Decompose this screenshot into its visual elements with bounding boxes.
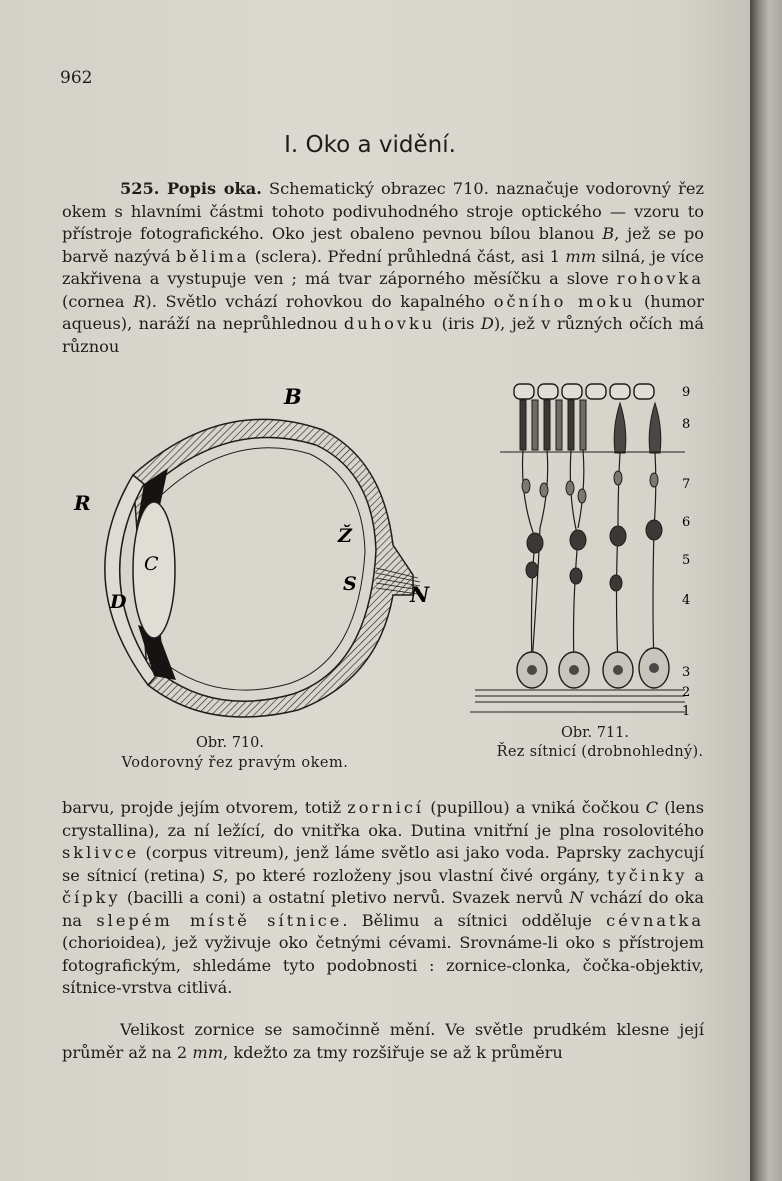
retina-section-figure [460, 378, 710, 723]
layer-9: 9 [682, 385, 691, 400]
label-D: D [110, 591, 127, 613]
term-cevnatka: cévnatka [606, 910, 704, 930]
pigment-cells [514, 384, 654, 399]
term-ocni-mok: očního moku [493, 291, 636, 311]
paragraph-525: 525. Popis oka. Schematický obrazec 710. naznačuje vodorovný řez okem s hlavními částmi tohoto podivuhodného stroje optického — vzoru to přístroje fotografického. Oko jest obaleno pevnou bílou blanou B, jež se po barvě nazývá bělima (sclera). Přední průhledná část, asi 1 mm silná, je více zakřivena a vystupuje ven ; má tvar záporného měsíčku a slove rohovka (cornea R). Světlo vchází rohovkou do kapalného očního moku (humor aqueus), naráží na neprůhlednou duhovku (iris D), jež v různých očích má různou [62, 179, 705, 356]
label-Z: Ž [338, 525, 352, 547]
layer-1: 1 [682, 704, 691, 719]
term-rohovka: rohovka [616, 269, 704, 288]
page-number: 962 [60, 68, 93, 88]
nerve-fibers [523, 450, 656, 663]
ganglion-cells [517, 648, 669, 688]
label-B: B [284, 384, 302, 409]
term-slepe-misto: slepém místě sítnice [96, 910, 343, 930]
figure710-number: Obr. 710. [195, 735, 264, 751]
term-tycinky: tyčinky [607, 865, 688, 885]
bipolar-cells [526, 520, 662, 591]
term-sklivec: sklivce [62, 843, 140, 862]
cones [614, 403, 661, 453]
layer-4: 4 [682, 593, 691, 608]
paragraph-pupil-size: Velikost zornice se samočinně mění. Ve světle prudkém klesne její průměr až na 2 mm, kdežto za tmy rozšiřuje se až k průměru [62, 1020, 704, 1062]
layer-2: 2 [682, 685, 691, 700]
term-duhovka: duhovku [343, 314, 436, 333]
term-cipky: čípky [62, 888, 121, 907]
figure710-caption: Vodorovný řez pravým okem. [121, 755, 349, 771]
section-heading: 525. Popis oka. [120, 179, 262, 198]
layer-5: 5 [682, 553, 691, 568]
label-R: R [74, 491, 91, 515]
term-belima: bělima [176, 246, 250, 266]
term-zornice: zornicí [347, 798, 425, 817]
eye-section-figure [58, 380, 443, 730]
chapter-title: I. Oko a vidění. [284, 132, 456, 158]
layer-3: 3 [682, 665, 691, 680]
layer-8: 8 [682, 417, 691, 432]
rods [520, 400, 586, 450]
label-C: C [144, 553, 159, 575]
figure711-number: Obr. 711. [560, 725, 629, 741]
label-N: N [410, 582, 430, 607]
paragraph-continued: barvu, projde jejím otvorem, totiž zornicí (pupillou) a vniká čočkou C (lens crystallina), za ní ležící, do vnitřka oka. Dutina vnitřní je plna rosolovitého sklivce (corpus vitreum), jenž láme světlo asi jako voda. Paprsky zachycují se sítnicí (retina) S, po které rozloženy jsou vlastní čivé orgány, tyčinky a čípky (bacilli a coni) a ostatní pletivo nervů. Svazek nervů N vchází do oka na slepém místě sítnice. Bělimu a sítnici odděluje cévnatka (chorioidea), jež vyživuje oko četnými cévami. Srovnáme-li oko s přístrojem fotografickým, shledáme tyto podobnosti : zornice-clonka, čočka-objektiv, sítnice-vrstva citlivá. [62, 798, 704, 997]
nuclei [522, 471, 658, 503]
figure711-caption: Řez sítnicí (drobnohledný). [496, 744, 704, 760]
label-S: S [343, 573, 357, 595]
layer-numbers [682, 385, 690, 719]
layer-7: 7 [682, 477, 691, 492]
book-spine [750, 0, 782, 1181]
layer-6: 6 [682, 515, 691, 530]
fiber-layer [470, 690, 685, 712]
